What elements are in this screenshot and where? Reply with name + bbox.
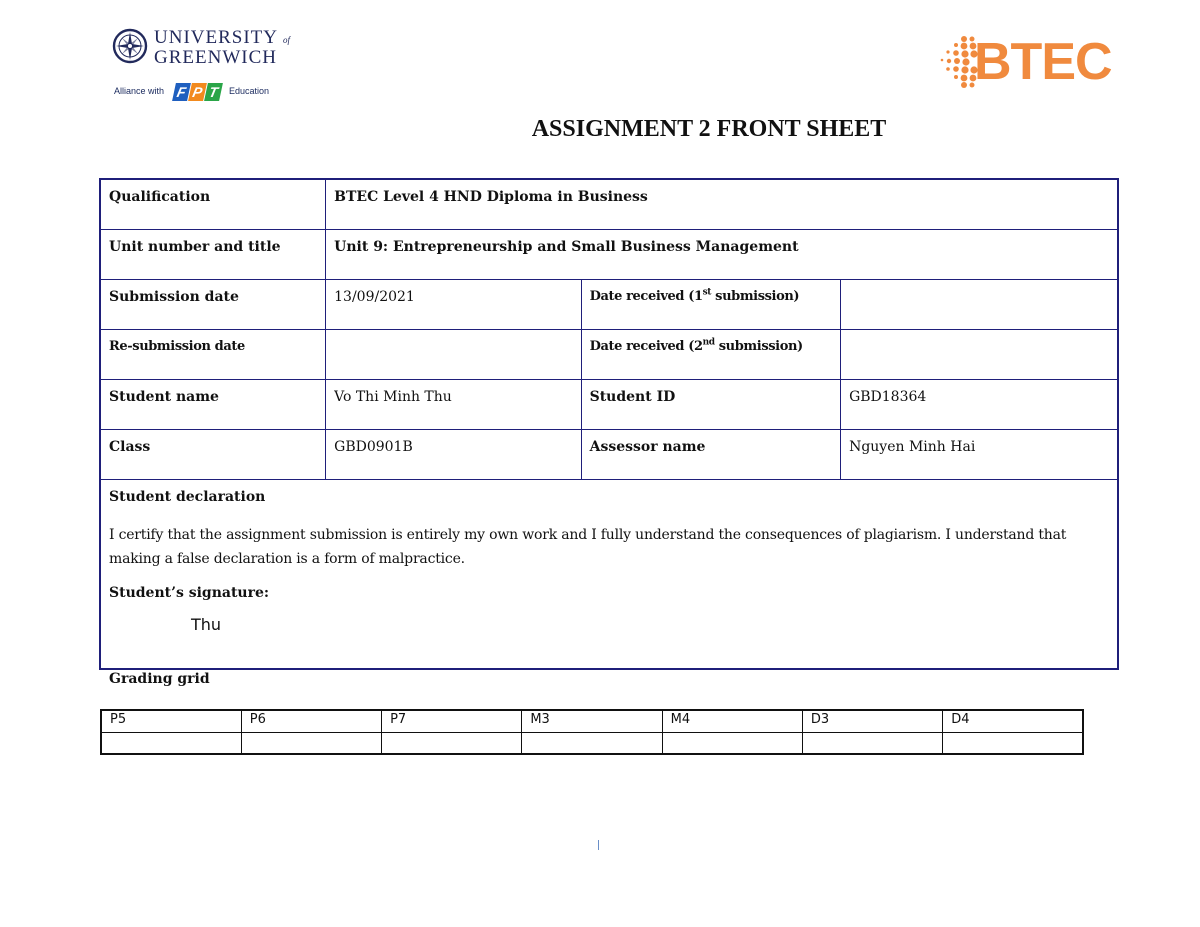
grade-header-p6: P6	[241, 710, 381, 732]
assessor-value: Nguyen Minh Hai	[841, 429, 1118, 479]
row-class	[100, 429, 1118, 479]
row-unit	[100, 229, 1118, 279]
date-received-1-value	[841, 279, 1118, 329]
document-title-text: ASSIGNMENT 2 FRONT SHEET	[531, 116, 887, 142]
unit-value: Unit 9: Entrepreneurship and Small Business Management	[326, 229, 1118, 279]
submission-date-label: Submission date	[100, 279, 326, 329]
assessor-label: Assessor name	[581, 429, 840, 479]
university-name	[154, 29, 290, 66]
declaration-cell	[100, 479, 1118, 669]
grading-grid-title: Grading grid	[109, 671, 210, 687]
date-received-2-prefix: Date received (2	[589, 338, 703, 354]
grading-grid-table	[100, 709, 1084, 755]
date-received-1-prefix: Date received (1	[589, 288, 703, 304]
resubmission-date-value	[326, 329, 581, 379]
alliance-suffix: Education	[229, 86, 270, 96]
fpt-letter-p: P	[188, 83, 207, 101]
fpt-alliance	[112, 82, 292, 102]
grading-value-row	[101, 732, 1083, 754]
qualification-value: BTEC Level 4 HND Diploma in Business	[326, 179, 1118, 229]
grade-header-m4: M4	[662, 710, 802, 732]
date-received-1-suffix: submission)	[711, 288, 800, 304]
grade-value-p7	[382, 732, 522, 754]
student-name-label: Student name	[100, 379, 326, 429]
btec-wordmark: BTEC	[974, 33, 1112, 91]
date-received-2-label	[581, 329, 840, 379]
row-declaration	[100, 479, 1118, 669]
class-label: Class	[100, 429, 326, 479]
btec-dots-icon	[936, 33, 978, 91]
date-received-2-value	[841, 329, 1118, 379]
class-value: GBD0901B	[326, 429, 581, 479]
grade-header-d4: D4	[943, 710, 1083, 732]
grade-header-d3: D3	[802, 710, 942, 732]
fpt-logo	[174, 82, 224, 102]
university-line2: GREENWICH	[154, 47, 277, 68]
date-received-1-sup: st	[702, 287, 712, 298]
qualification-label: Qualification	[100, 179, 326, 229]
front-sheet-table	[99, 178, 1119, 670]
fpt-letter-f: F	[172, 83, 191, 101]
grade-header-m3: M3	[522, 710, 662, 732]
university-of: of	[283, 35, 291, 45]
submission-date-value: 13/09/2021	[326, 279, 581, 329]
grade-header-p5: P5	[101, 710, 241, 732]
row-student	[100, 379, 1118, 429]
grade-value-p6	[241, 732, 381, 754]
compass-seal-icon	[112, 28, 148, 64]
row-qualification	[100, 179, 1118, 229]
student-id-value: GBD18364	[841, 379, 1118, 429]
grading-header-row	[101, 710, 1083, 732]
row-submission	[100, 279, 1118, 329]
grade-value-p5	[101, 732, 241, 754]
student-id-label: Student ID	[581, 379, 840, 429]
grade-header-p7: P7	[382, 710, 522, 732]
grade-value-d4	[943, 732, 1083, 754]
resubmission-date-label: Re-submission date	[100, 329, 326, 379]
btec-logo	[936, 33, 1120, 91]
document-title	[0, 116, 1200, 143]
grade-value-m4	[662, 732, 802, 754]
fpt-letter-t: T	[204, 83, 223, 101]
declaration-title: Student declaration	[109, 488, 266, 505]
university-of-greenwich-logo	[112, 28, 292, 103]
grade-value-m3	[522, 732, 662, 754]
signature-label: Student’s signature:	[109, 584, 270, 601]
date-received-2-sup: nd	[702, 337, 715, 348]
signature-value: Thu	[191, 614, 222, 634]
date-received-2-suffix: submission)	[714, 338, 803, 354]
page-cursor-mark	[598, 840, 599, 850]
student-name-value: Vo Thi Minh Thu	[326, 379, 581, 429]
university-line1: UNIVERSITY	[154, 27, 278, 48]
grade-value-d3	[802, 732, 942, 754]
row-resubmission	[100, 329, 1118, 379]
unit-label: Unit number and title	[100, 229, 326, 279]
alliance-prefix: Alliance with	[114, 86, 165, 96]
declaration-text: I certify that the assignment submission is entirely my own work and I fully understand the consequences of plagiarism. I understand that making a false declaration is a form of malpractice.	[109, 526, 1067, 567]
date-received-1-label	[581, 279, 840, 329]
